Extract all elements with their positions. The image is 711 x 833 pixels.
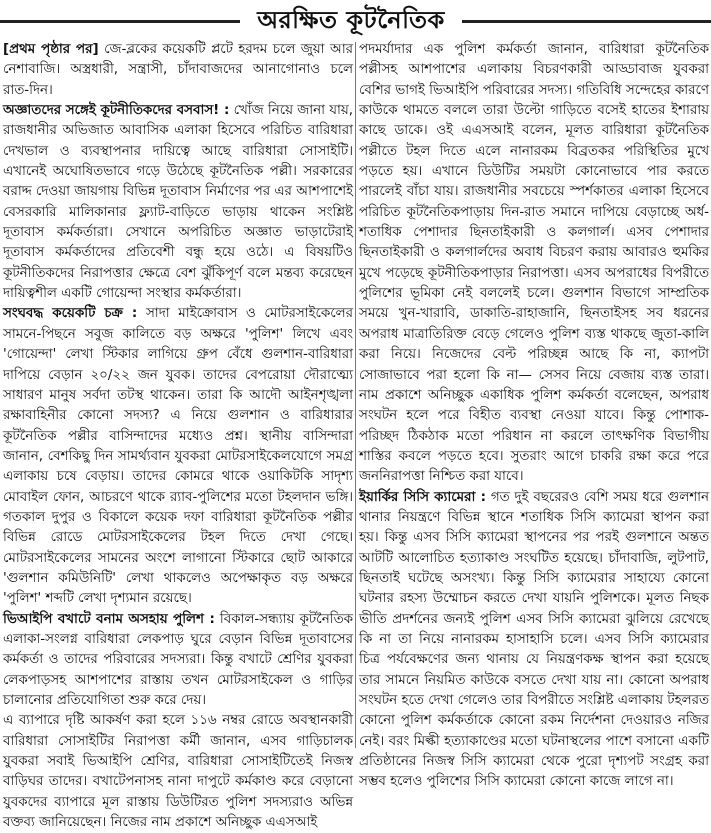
article-columns — [3, 40, 709, 831]
paragraph — [3, 40, 353, 101]
right-column — [359, 40, 709, 790]
paragraph — [3, 304, 353, 609]
paragraph-lead: ভিআইপি বখাটে বনাম অসহায় পুলিশ : — [3, 611, 215, 627]
left-column — [3, 40, 354, 831]
headline-title: অরক্ষিত কূটনৈতিক — [257, 5, 445, 34]
paragraph-lead: অজ্ঞাতদের সঙ্গেই কূটনীতিকদের বসবাস! : — [3, 103, 230, 119]
paragraph — [3, 101, 353, 304]
headline-band — [0, 0, 711, 40]
paragraph-text: গত দুই বছরেরও বেশি সময় ধরে গুলশান থানার নিয়ন্ত্রণে বিভিন্ন স্থানে শতাধিক সিসি ক্যামেরা স্থাপন করা হয়। কিন্তু এসব সিসি ক্যামেরা স্থাপনের পর পরই গুলশানে অন্তত আটটি আলোচিত হত্যাকাণ্ড সংঘটিত হয়েছে। চাঁদাবাজি, লুটপাট, ছিনতাই ঘটেছে অসংখ্য। কিন্তু সিসি ক্যামেরার সাহায্যে কোনো ঘটনার রহস্য উম্মোচন করতে দেখা যায়নি পুলিশকে। মূলত নিছক ভীতি প্রদর্শনের জন্যই পুলিশ এসব সিসি ক্যামেরা ঝুলিয়ে রেখেছে কি না তা নিয়ে নানারকম হাসাহাসি চলে। এসব সিসি ক্যামেরার চিত্র পর্যবেক্ষণের জন্য থানায় যে নিয়ন্ত্রণকক্ষ স্থাপন করা হয়েছে তার সামনে নিয়মিত কাউকে বসতে দেখা যায় না। কোনো অপরাধ সংঘটন হতে দেখা গেলেও তার বিপরীতে সংশ্লিষ্ট এলাকায় টহলরত কোনো পুলিশ কর্মকর্তাকে কোনো রকম নির্দেশনা দেওয়ারও নজির নেই। বরং মিল্কী হত্যাকাণ্ডের মতো ঘটনাস্থলের পাশে বসানো একটি প্রতিষ্ঠানের নিজস্ব সিসি ক্যামেরা থেকে পুরো দৃশ্যপট সংগ্রহ করা সম্ভব হলেও পুলিশের সিসি ক্যামেরা কোনো কাজে লাগে না। — [359, 489, 709, 790]
paragraph-text: সাদা মাইক্রোবাস ও মোটরসাইকেলের সামনে-পিছনে সবুজ কালিতে বড় অক্ষরে 'পুলিশ' লিখে এবং 'গোয়েন্দা' লেখা স্টিকার লাগিয়ে গ্রুপ বেঁধে গুলশান-বারিধারা দাপিয়ে বেড়ান ২০/২২ জন যুবক। তাদের বেপরোয়া দৌরাত্ম্যে সাধারণ মানুষ সর্বদা তটস্থ থাকেন। তারা কি আদৌ আইনশৃঙ্খলা রক্ষাবাহিনীর কোনো সদস্য? এ নিয়ে গুলশান ও বারিধারার কূটনৈতিক পল্লীর বাসিন্দাদের মধ্যেও প্রশ্ন। স্থানীয় বাসিন্দারা জানান, বেশকিছু দিন সামর্থ্যবান যুবকরা মোটরসাইকেলযোগে সমগ্র এলাকায় চষে বেড়ায়। তাদের কোমরে থাকে ওয়াকিটকি সাদৃশ্য মোবাইল ফোন, আচরণে থাকে র‌্যাব-পুলিশের মতো টহলদান ভঙ্গি। গতকাল দুপুর ও বিকালে কয়েক দফা বারিধারা কূটনৈতিক পল্লীর বিভিন্ন রোডে মোটরসাইকেলের টহল দিতে দেখা গেছে। মোটরসাইকেলের সামনের অংশে লাগানো স্টিকারে ছোট আকারে 'গুলশান কমিউনিটি' লেখা থাকলেও অপেক্ষাকৃত বড় অক্ষরে 'পুলিশ' শব্দটি লেখা দৃশ্যমান রয়েছে। — [3, 306, 353, 607]
headline-rule-right — [462, 20, 711, 23]
paragraph-lead: ইয়ার্কির সিসি ক্যামেরা : — [359, 489, 486, 505]
paragraph-text: জে-ব্লকের কয়েকটি প্লটে হরদম চলে জুয়া আর নেশাবাজি। অস্ত্রধারী, সন্ত্রাসী, চাঁদাবাজদের আনাগোনাও চলে রাত-দিন। — [3, 42, 353, 98]
headline-rule-left — [0, 20, 240, 23]
column-divider — [355, 42, 356, 748]
paragraph-text: বিকাল-সন্ধ্যায় কূটনৈতিক এলাকা-সংলগ্ন বারিধারা লেকপাড় ঘুরে বেড়ান বিভিন্ন দূতাবাসের কর্মকর্তা ও তাদের পরিবারের সদস্যরা। কিন্তু বখাটে শ্রেণির যুবকরা লেকপাড়সহ আশপাশের রাস্তায় তখন মোটরসাইকেল ও গাড়ির চালানোর প্রতিযোগিতা শুরু করে দেয়। — [3, 611, 353, 708]
paragraph — [359, 488, 709, 793]
paragraph-text: এ ব্যাপারে দৃষ্টি আকর্ষণ করা হলে ১১৬ নম্বর রোডে অবস্থানকারী বারিধারা সোসাইটির নিরাপত্তা কর্মী জানান, এসব গাড়িচালক যুবকরা সবাই ভিআইপি শ্রেণির, বারিধারা সোসাইটিতেই নিজস্ব বাড়িঘর তাদের। বখাটেপনাসহ নানা দাপুটে কর্মকাণ্ড করে বেড়ানো যুবকদের ব্যাপারে মূল রাস্তায় ডিউটিরত পুলিশ সদস্যরাও অভিন্ন বক্তব্য জানিয়েছেন। নিজের নাম প্রকাশে অনিচ্ছুক এএসআই — [3, 713, 353, 831]
paragraph — [359, 40, 709, 488]
paragraph-text: পদমর্যাদার এক পুলিশ কর্মকর্তা জানান, বারিধারা কূটনৈতিক পল্লীসহ আশপাশের এলাকায় বিচরণকারী আড্ডাবাজ যুবকরা বেশির ভাগই ভিআইপি পরিবারের সদস্য। গতিবিধি সন্দেহের কারণে কাউকে থামতে বললে তারা উল্টো গাড়িতে বসেই হাতের ইশারায় কাছে ডাকে। ওই এএসআই বলেন, মূলত বারিধারা কূটনৈতিক পল্লীতে টহল দিতে এলে নানারকম বিব্রতকর পরিস্থিতির মুখে পড়তে হয়। এখানে ডিউটির সময়টা কোনোভাবে পার করতে পারলেই বাঁচা যায়। রাজধানীর সবচেয়ে স্পর্শকাতর এলাকা হিসেবে পরিচিত কূটনৈতিকপাড়ায় দিন-রাত সমানে দাপিয়ে বেড়াচ্ছে অর্ধ-শতাধিক পেশাদার ছিনতাইকারী ও কলগার্ল। এসব পেশাদার ছিনতাইকারী ও কলগার্লদের অবাধ বিচরণ করায় আবারও হুমকির মুখে পড়েছে কূটনীতিকপাড়ার নিরাপত্তা। এসব অপরাধের বিপরীতে পুলিশের ভূমিকা নেই বললেই চলে। গুলশান বিভাগে সাম্প্রতিক সময়ে খুন-খারাবি, ডাকাতি-রাহাজানি, ছিনতাইসহ সব ধরনের অপরাধ মাত্রাতিরিক্ত বেড়ে গেলেও পুলিশ ব্যস্ত থাকছে জুতা-কালি করা নিয়ে। নিজেদের বেল্ট পরিচ্ছন্ন আছে কি না, ক্যাপটা সোজাভাবে পরা হলো কি না— সেসব নিয়ে বেজায় ব্যস্ত তারা। নাম প্রকাশে অনিচ্ছুক একাধিক পুলিশ কর্মকর্তা বলেছেন, অপরাধ সংঘটন হলে পরে বিহীত ব্যবস্থা নেওয়া যাবে। কিন্তু পোশাক-পরিচ্ছদ ঠিকঠাক মতো পরিধান না করলে তাৎক্ষণিক বিভাগীয় শাস্তির কবলে পড়তে হবে। সুতরাং আগে চাকরি রক্ষা করে পরে জননিরাপত্তা নিশ্চিত করা যাবে। — [359, 42, 709, 485]
paragraph-text: খোঁজ নিয়ে জানা যায়, রাজধানীর অভিজাত আবাসিক এলাকা হিসেবে পরিচিত বারিধারা দেখভাল ও ব্যবস্থাপনার দায়িত্বে আছে বারিধারা সোসাইটি। এখানেই অঘোষিতভাবে গড়ে উঠেছে কূটনৈতিক পল্লী। সরকারের বরাদ্দ দেওয়া জায়গায় বিভিন্ন দূতাবাস নির্মাণের পর এর আশপাশেই বেসরকারি মালিকানার ফ্ল্যাট-বাড়িতে ভাড়ায় থাকেন সংশ্লিষ্ট দূতাবাস কর্মকর্তারা। সেখানে অপরিচিত অজ্ঞাত ভাড়াটেরাই দূতাবাস কর্মকর্তাদের প্রতিবেশী বন্ধু হয়ে ওঠে। এ বিষয়টিও কূটনীতিকদের নিরাপত্তার ক্ষেত্রে বেশ ঝুঁকিপূর্ণ বলে মন্তব্য করেছেন দায়িত্বশীল একটি গোয়েন্দা সংস্থার কর্মকর্তারা। — [3, 103, 354, 302]
paragraph-lead: [প্রথম পৃষ্ঠার পর] — [3, 42, 99, 57]
paragraph — [3, 711, 353, 833]
paragraph-lead: সংঘবদ্ধ কয়েকটি চক্র : — [3, 306, 138, 322]
paragraph — [3, 610, 353, 712]
